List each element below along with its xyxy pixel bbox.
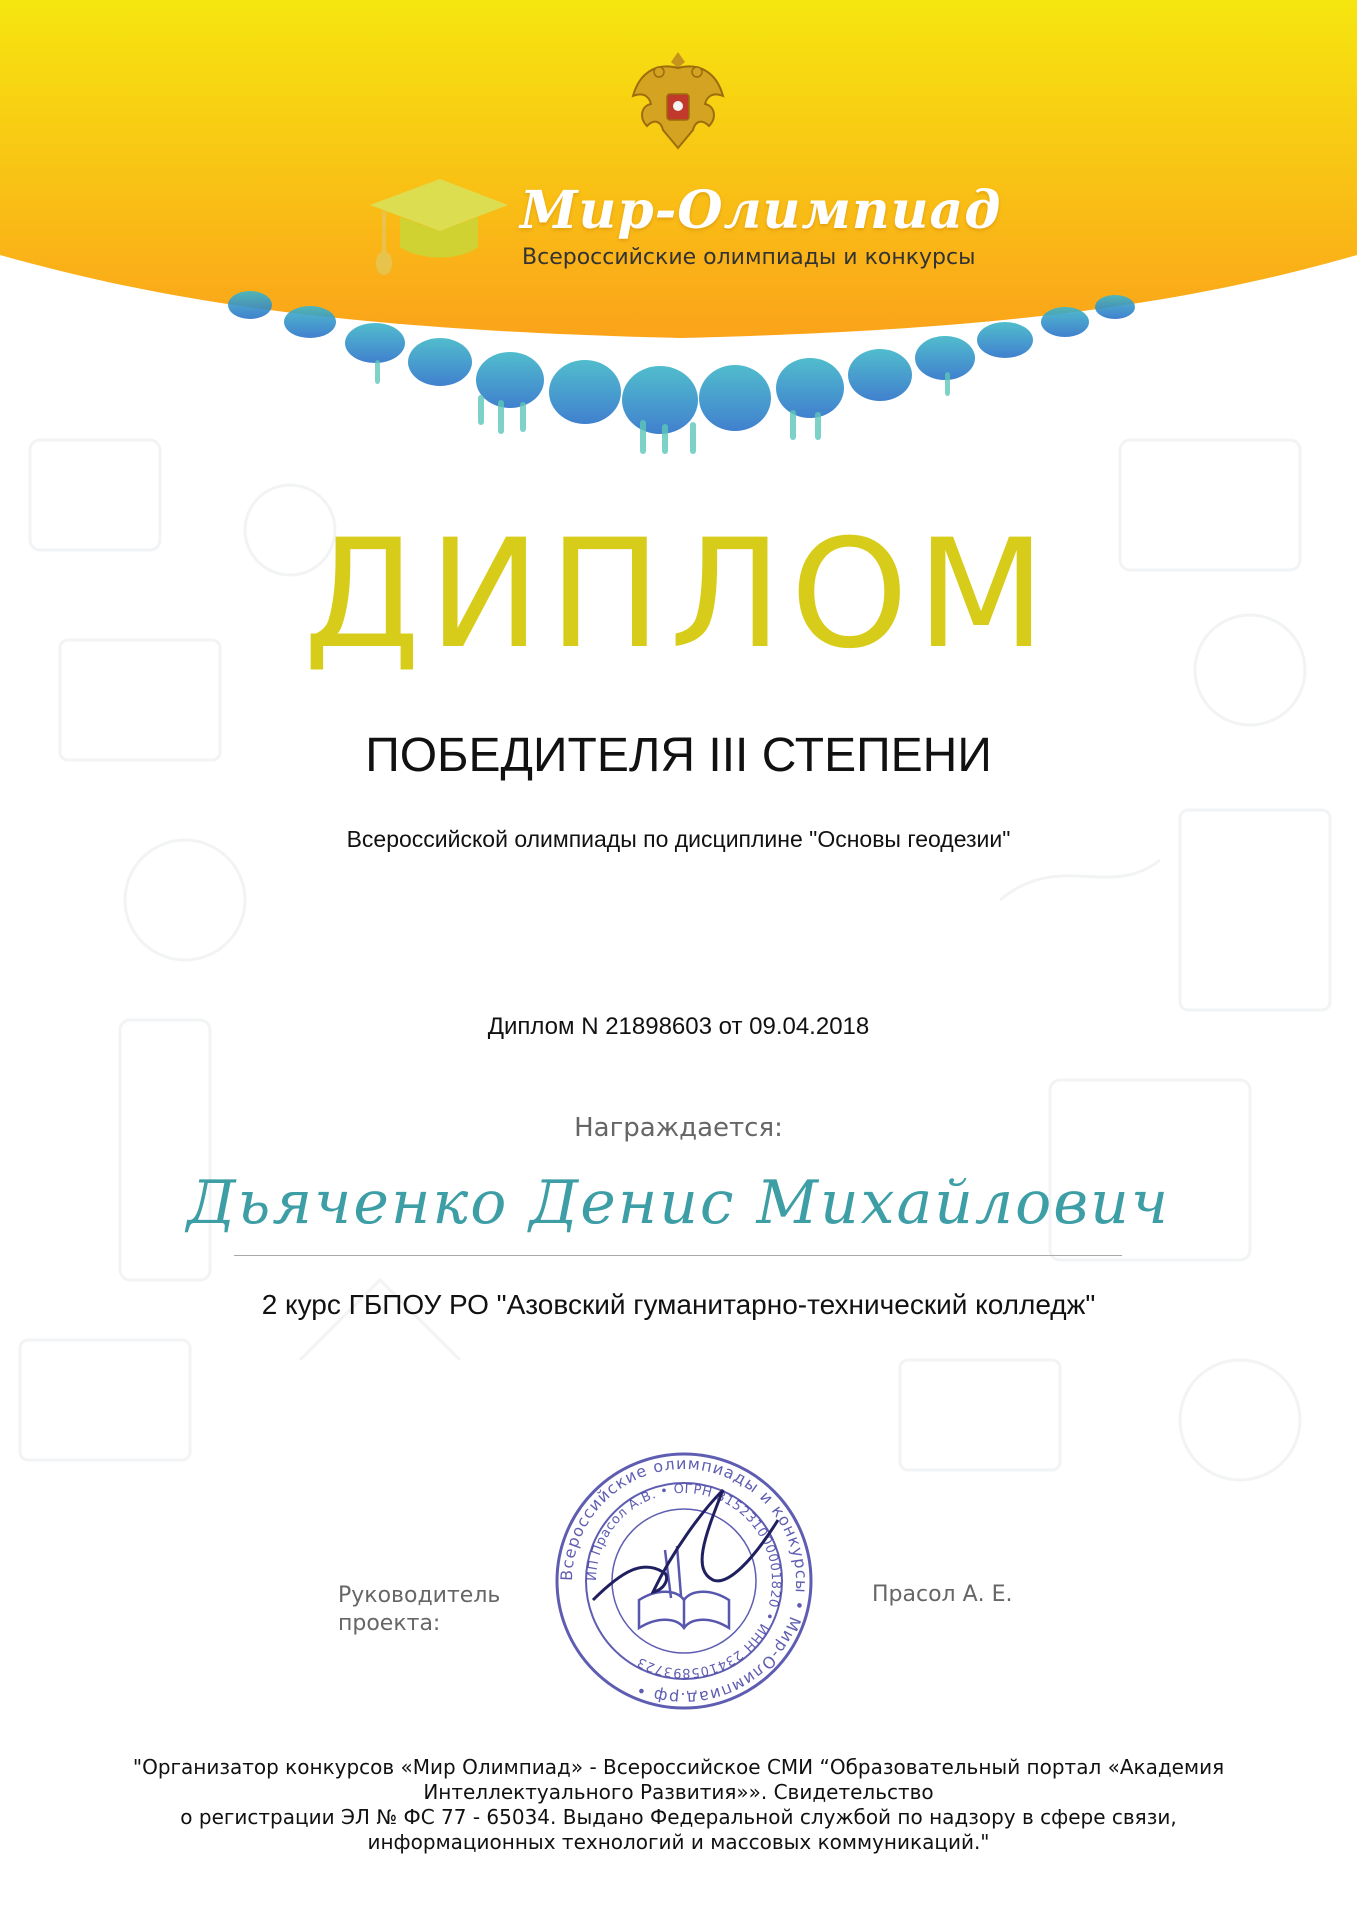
diploma-number: Диплом N 21898603 от 09.04.2018: [487, 1013, 870, 1040]
official-stamp: [553, 1450, 815, 1712]
role-label: [338, 1582, 558, 1638]
name-underline: [234, 1255, 1122, 1256]
logo-title: Мир-Олимпиад: [520, 180, 1002, 241]
footer-line-2: Интеллектуального Развития»». Свидетельство: [423, 1780, 934, 1804]
signer-name: Прасол А. Е.: [872, 1582, 1013, 1607]
institution: 2 курс ГБПОУ РО "Азовский гуманитарно-технический колледж": [261, 1289, 1096, 1320]
logo-subtitle: Всероссийские олимпиады и конкурсы: [522, 245, 976, 270]
book-emblem: [639, 1546, 729, 1628]
role-label-line1: Руководитель: [338, 1583, 501, 1608]
footer-line-1: "Организатор конкурсов «Мир Олимпиад» - Всероссийское СМИ “Образовательный портал «Академия: [132, 1755, 1225, 1779]
degree-heading: ПОБЕДИТЕЛЯ III СТЕПЕНИ: [365, 729, 992, 782]
coat-of-arms-icon: [625, 48, 731, 158]
footer-line-4: информационных технологий и массовых коммуникаций.": [367, 1830, 990, 1854]
footer-line-3: о регистрации ЭЛ № ФС 77 - 65034. Выдано Федеральной службой по надзору в сфере связи,: [180, 1805, 1177, 1829]
footer-legal-text: [0, 1755, 1357, 1855]
svg-text:Всероссийские олимпиады и конк: Всероссийские олимпиады и конкурсы • Мир-Олимпиад.рф •: [556, 1453, 812, 1709]
role-label-line2: проекта:: [338, 1611, 441, 1636]
olympiad-name: Всероссийской олимпиады по дисциплине "Основы геодезии": [346, 826, 1011, 852]
diploma-title: ДИПЛОМ: [303, 508, 1054, 682]
recipient-name: Дьяченко Денис Михайлович: [186, 1168, 1171, 1238]
graduation-cap-icon: [360, 165, 510, 285]
awarded-label: Награждается:: [574, 1113, 783, 1143]
svg-text:ИП Прасол А.В. • ОГРН 31523100: ИП Прасол А.В. • ОГРН 315231000001820 • ИНН 234105893723: [584, 1481, 784, 1681]
